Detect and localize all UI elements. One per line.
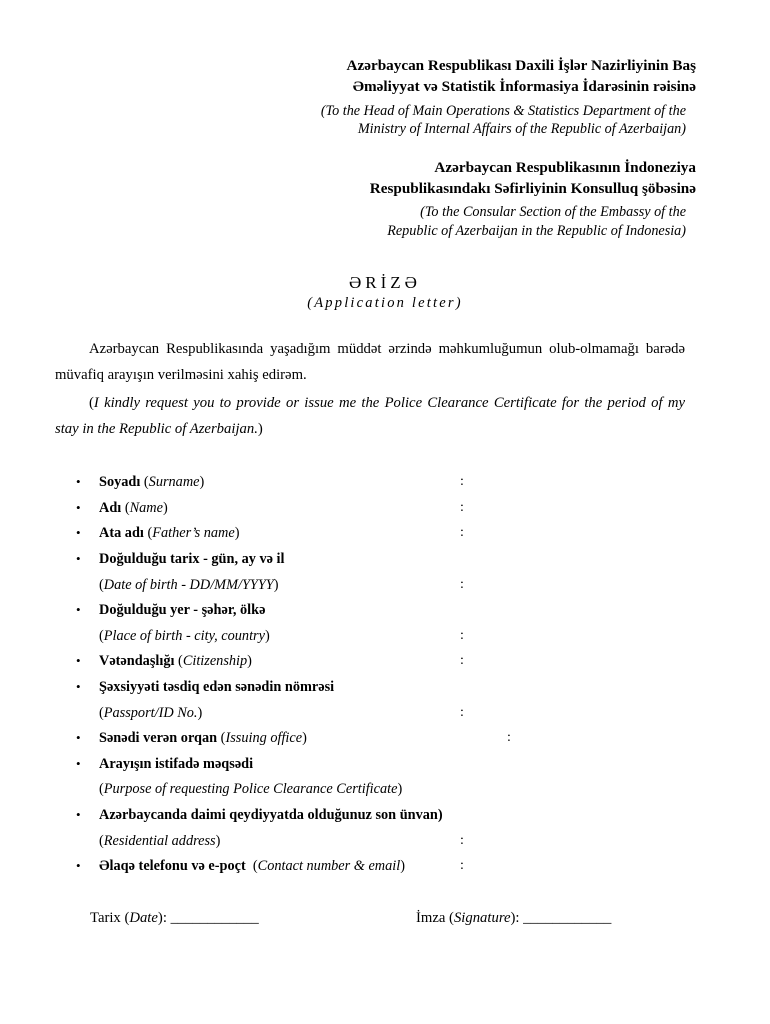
addressee-1-line-1: Azərbaycan Respublikası Daxili İşlər Nazirliyinin Baş bbox=[346, 57, 696, 74]
request-text-az: Azərbaycan Respublikasında yaşadığım müddət ərzində məhkumluğumun olub-olmamağı barədə müvafiq arayışın verilməsini xahiş edirəm. bbox=[55, 341, 685, 383]
field-label: Soyadı bbox=[99, 474, 141, 490]
field-purpose bbox=[99, 756, 253, 773]
field-separator: : bbox=[460, 833, 464, 848]
field-place-of-birth bbox=[99, 602, 265, 619]
field-separator: : bbox=[507, 730, 511, 745]
field-label: Doğulduğu yer - şəhər, ölkə bbox=[99, 602, 266, 618]
date-label-en: Date bbox=[129, 910, 158, 926]
field-id-number bbox=[99, 679, 334, 696]
bullet-icon: • bbox=[76, 858, 81, 873]
field-label: Ata adı bbox=[99, 525, 144, 541]
field-issuing-office: Sənədi verən orqan (Issuing office) bbox=[99, 730, 307, 746]
field-label: Azərbaycanda daimi qeydiyyatda olduğunuz son ünvan) bbox=[99, 807, 443, 823]
bullet-icon: • bbox=[76, 807, 81, 822]
bullet-icon: • bbox=[76, 525, 81, 540]
request-text-en: I kindly request you to provide or issue me the Police Clearance Certificate for the period of my stay in the Republic of Azerbaijan. bbox=[55, 395, 685, 437]
field-separator: : bbox=[460, 577, 464, 592]
field-label-en: Issuing office bbox=[225, 730, 303, 746]
field-label: Doğulduğu tarix - gün, ay və il bbox=[99, 551, 285, 567]
field-label-en: Passport/ID No. bbox=[103, 705, 198, 721]
signature-label: İmza bbox=[416, 910, 446, 926]
field-separator: : bbox=[460, 474, 464, 489]
field-purpose-en: (Purpose of requesting Police Clearance Certificate) bbox=[99, 781, 403, 797]
field-label-en: Place of birth - city, country bbox=[103, 628, 265, 644]
field-separator: : bbox=[460, 653, 464, 668]
signature-label-en: Signature bbox=[453, 910, 511, 926]
bullet-icon: • bbox=[76, 602, 81, 617]
field-contact: Əlaqə telefonu və e-poçt (Contact number & email) bbox=[99, 858, 405, 874]
signature-field: İmza (Signature): ____________ bbox=[416, 910, 612, 926]
field-label-en: Residential address bbox=[103, 833, 216, 849]
field-label-en: Father’s name bbox=[152, 525, 235, 541]
addressee-2-line-2: Respublikasındakı Səfirliyinin Konsulluq şöbəsinə bbox=[369, 180, 696, 197]
field-label: Sənədi verən orqan bbox=[99, 730, 218, 746]
document-title: ƏRİZƏ bbox=[349, 273, 421, 292]
addressee-1-en-line-1: (To the Head of Main Operations & Statistics Department of the bbox=[320, 103, 686, 119]
field-label: Şəxsiyyəti təsdiq edən sənədin nömrəsi bbox=[99, 679, 335, 695]
field-label-en: Name bbox=[129, 500, 163, 516]
addressee-1-en-line-2: Ministry of Internal Affairs of the Republic of Azerbaijan) bbox=[357, 121, 686, 137]
field-label: Əlaqə telefonu və e-poçt bbox=[99, 858, 246, 874]
addressee-2-line-1: Azərbaycan Respublikasının İndoneziya bbox=[434, 159, 696, 176]
field-surname: Soyadı (Surname) bbox=[99, 474, 205, 490]
field-separator: : bbox=[460, 500, 464, 515]
field-separator: : bbox=[460, 628, 464, 643]
field-place-of-birth-en: (Place of birth - city, country) bbox=[99, 628, 270, 644]
bullet-icon: • bbox=[76, 679, 81, 694]
field-label-en: Date of birth - DD/MM/YYYY bbox=[103, 577, 274, 593]
date-label: Tarix bbox=[90, 910, 121, 926]
field-name: Adı (Name) bbox=[99, 500, 168, 516]
field-label: Adı bbox=[99, 500, 122, 516]
addressee-2-en-line-2: Republic of Azerbaijan in the Republic of Indonesia) bbox=[387, 223, 686, 239]
field-residential-address-en: (Residential address) bbox=[99, 833, 221, 849]
bullet-icon: • bbox=[76, 474, 81, 489]
field-separator: : bbox=[460, 858, 464, 873]
bullet-icon: • bbox=[76, 551, 81, 566]
field-citizenship: Vətəndaşlığı (Citizenship) bbox=[99, 653, 252, 669]
field-label-en: Surname bbox=[148, 474, 200, 490]
field-residential-address bbox=[99, 807, 443, 824]
field-label-en: Purpose of requesting Police Clearance Certificate bbox=[103, 781, 398, 797]
field-id-number-en: (Passport/ID No.) bbox=[99, 705, 203, 721]
field-date-of-birth-en: (Date of birth - DD/MM/YYYY) bbox=[99, 577, 279, 593]
bullet-icon: • bbox=[76, 500, 81, 515]
addressee-2-en-line-1: (To the Consular Section of the Embassy of the bbox=[420, 204, 686, 220]
bullet-icon: • bbox=[76, 730, 81, 745]
signature-blank-line[interactable]: ____________ bbox=[523, 910, 612, 926]
field-separator: : bbox=[460, 705, 464, 720]
field-separator: : bbox=[460, 525, 464, 540]
bullet-icon: • bbox=[76, 756, 81, 771]
document-subtitle: (Application letter) bbox=[307, 295, 463, 311]
field-label: Vətəndaşlığı bbox=[99, 653, 175, 669]
request-paragraph-en bbox=[55, 390, 685, 442]
request-paragraph-az bbox=[55, 336, 685, 388]
field-fathers-name: Ata adı (Father’s name) bbox=[99, 525, 240, 541]
field-label-en: Citizenship bbox=[182, 653, 248, 669]
field-label-en: Contact number & email bbox=[257, 858, 401, 874]
addressee-1-line-2: Əməliyyat və Statistik İnformasiya İdarəsinin rəisinə bbox=[352, 78, 696, 95]
paren-close: ) bbox=[257, 421, 263, 437]
field-date-of-birth bbox=[99, 551, 285, 568]
field-label: Arayışın istifadə məqsədi bbox=[99, 756, 254, 772]
paren-open: ( bbox=[89, 395, 94, 411]
date-field: Tarix (Date): ____________ bbox=[90, 910, 259, 926]
date-blank-line[interactable]: ____________ bbox=[170, 910, 259, 926]
bullet-icon: • bbox=[76, 653, 81, 668]
